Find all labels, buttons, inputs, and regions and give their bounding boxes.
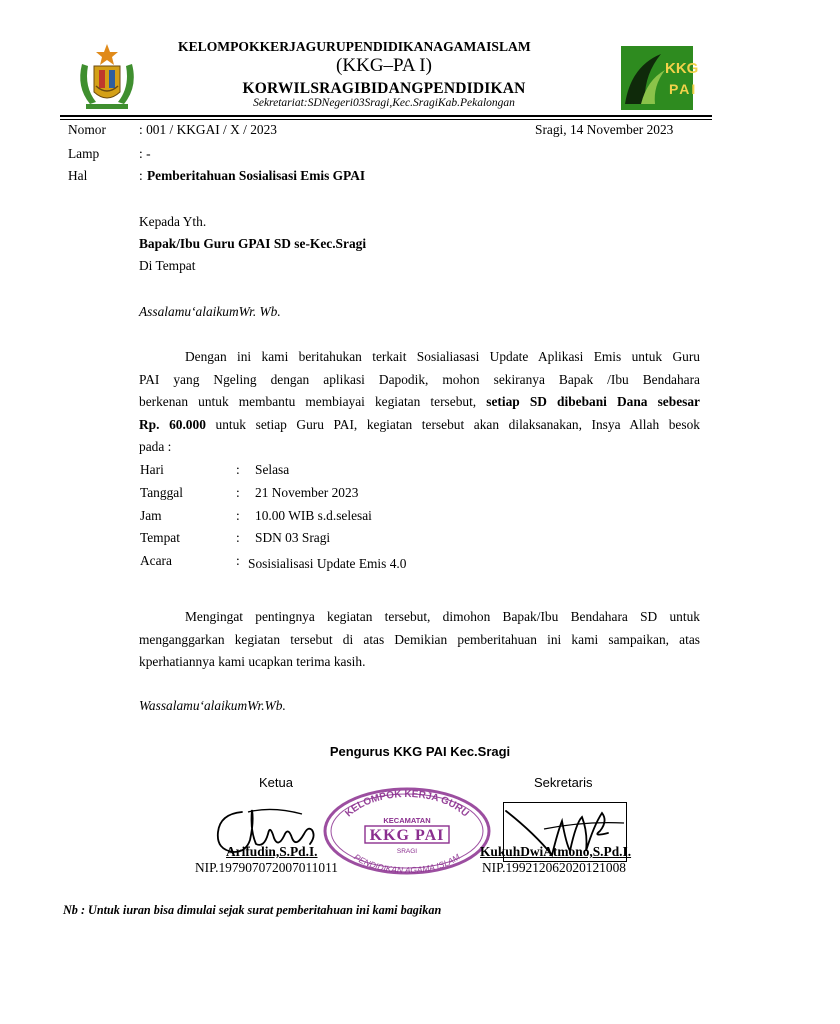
- header-rule-thick: [60, 115, 712, 117]
- left-role: Ketua: [259, 775, 293, 790]
- schedule-tanggal-label: Tanggal: [140, 485, 183, 500]
- header-name: (KKG–PA I): [336, 55, 432, 76]
- schedule-acara-colon: :: [236, 553, 240, 568]
- header-secretariat: Sekretariat:SDNegeri03Sragi,Kec.SragiKab.Pekalongan: [253, 97, 515, 109]
- stamp-line1: KECAMATAN: [383, 816, 431, 825]
- schedule-tanggal-colon: :: [236, 485, 240, 500]
- stamp-bottom-text: PENDIDIKAN AGAMA ISLAM: [352, 851, 462, 875]
- stamp-main: KKG PAI: [369, 827, 445, 844]
- footnote: Nb : Untuk iuran bisa dimulai sejak surat pemberitahuan ini kami bagikan: [63, 903, 442, 917]
- board-title: Pengurus KKG PAI Kec.Sragi: [329, 744, 511, 759]
- paragraph1-line3-a: berkenan untuk membantu membiayai kegiatan tersebut,: [139, 394, 477, 409]
- place-date: Sragi, 14 November 2023: [535, 122, 674, 137]
- paragraph1-line4-b: untuk setiap Guru PAI, kegiatan tersebut akan dilaksanakan, Insya Allah besok: [215, 417, 700, 432]
- schedule-acara-label: Acara: [140, 553, 172, 568]
- schedule-hari-colon: :: [236, 462, 240, 477]
- paragraph1-line2: PAI yang Ngeling dengan aplikasi Dapodik, mohon sekiranya Bapak /Ibu Bendahara: [139, 372, 700, 387]
- svg-text:KELOMPOK KERJA GURU: [343, 789, 470, 819]
- stamp-arc-text: KELOMPOK KERJA GURU: [343, 788, 471, 820]
- schedule-tempat-value: SDN 03 Sragi: [255, 530, 331, 545]
- hal-colon: :: [139, 168, 143, 183]
- kkg-pai-logo: [621, 46, 699, 110]
- paragraph2-line3: kperhatiannya kami ucapkan terima kasih.: [139, 654, 366, 669]
- paragraph1-line3-b: setiap SD dibebani Dana sebesar: [486, 394, 700, 409]
- schedule-jam-colon: :: [236, 508, 240, 523]
- schedule-tempat-colon: :: [236, 530, 240, 545]
- schedule-acara-value: Sosisialisasi Update Emis 4.0: [248, 556, 407, 571]
- lamp-value: : -: [139, 146, 151, 161]
- paragraph1-line1: Dengan ini kami beritahukan terkait Sosialiasasi Update Aplikasi Emis untuk Guru: [185, 349, 700, 364]
- schedule-jam-label: Jam: [140, 508, 162, 523]
- schedule-jam-value: 10.00 WIB s.d.selesai: [255, 508, 372, 523]
- right-role: Sekretaris: [534, 775, 593, 790]
- header-korwil: KORWILSRAGIBIDANGPENDIDIKAN: [242, 80, 526, 97]
- kkg-pai-logo-icon: [621, 46, 699, 110]
- left-nip: NIP.197907072007011011: [195, 860, 338, 875]
- recipient-line3: Di Tempat: [139, 258, 196, 273]
- nomor-value: : 001 / KKGAI / X / 2023: [139, 122, 277, 137]
- paragraph2-line1: Mengingat pentingnya kegiatan tersebut, dimohon Bapak/Ibu Bendahara SD untuk: [185, 609, 700, 624]
- paragraph2-line2: menganggarkan kegiatan tersebut di atas Demikian pemberitahuan ini kami sampaikan, atas: [139, 632, 700, 647]
- nomor-label: Nomor: [68, 122, 106, 137]
- left-name: Arifudin,S.Pd.I.: [226, 844, 318, 859]
- logo-text-bottom: PAI: [669, 81, 698, 97]
- schedule-hari-label: Hari: [140, 462, 164, 477]
- stamp-line2: SRAGI: [396, 848, 418, 855]
- header-rule-thin: [60, 119, 712, 120]
- header-organization: KELOMPOKKERJAGURUPENDIDIKANAGAMAISLAM: [178, 39, 531, 54]
- paragraph1-line3: [139, 391, 700, 414]
- greeting: Assalamu‘alaikumWr. Wb.: [139, 304, 281, 319]
- schedule-tanggal-value: 21 November 2023: [255, 485, 359, 500]
- paragraph1-line4: [139, 414, 700, 437]
- lamp-label: Lamp: [68, 146, 100, 161]
- recipient-line1: Kepada Yth.: [139, 214, 207, 229]
- right-name: KukuhDwiAtmono,S.Pd.I.: [480, 844, 632, 859]
- right-nip: NIP.199212062020121008: [482, 860, 626, 875]
- schedule-hari-value: Selasa: [255, 462, 290, 477]
- closing: Wassalamu‘alaikumWr.Wb.: [139, 698, 286, 713]
- logo-text-top: KKG: [665, 60, 699, 77]
- recipient-line2: Bapak/Ibu Guru GPAI SD se-Kec.Sragi: [139, 236, 367, 251]
- paragraph1-line5: pada :: [139, 439, 172, 454]
- hal-label: Hal: [68, 168, 88, 183]
- hal-value: Pemberitahuan Sosialisasi Emis GPAI: [147, 168, 366, 183]
- schedule-tempat-label: Tempat: [140, 530, 180, 545]
- official-stamp: [322, 787, 492, 875]
- stamp-icon: [322, 787, 492, 875]
- paragraph1-line4-a: Rp. 60.000: [139, 417, 206, 432]
